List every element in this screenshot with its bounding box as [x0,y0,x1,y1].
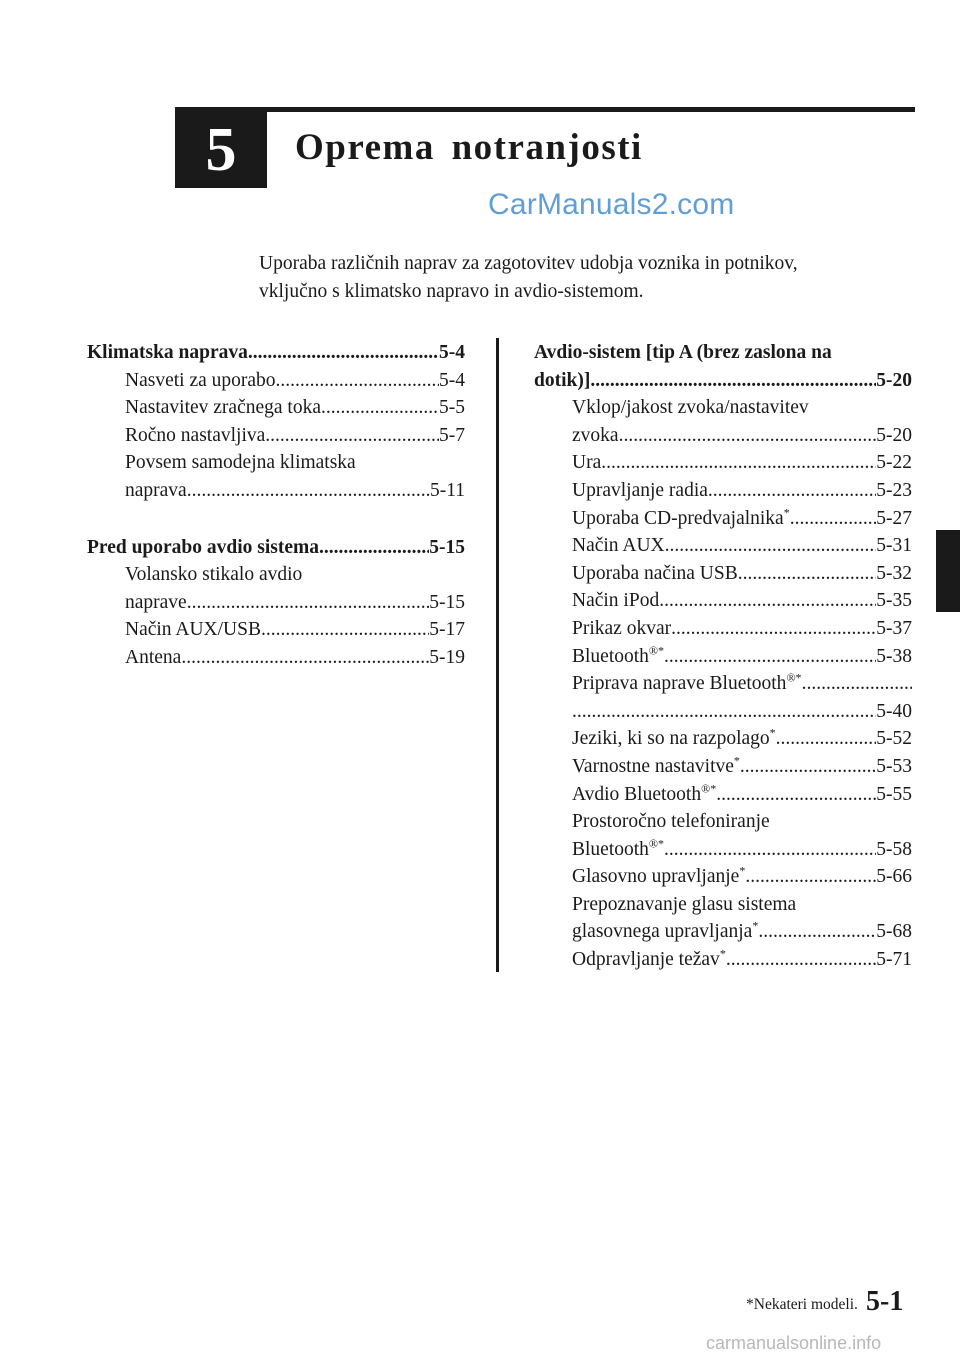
column-divider [496,338,499,972]
model-mark: ®* [648,836,665,851]
toc-entry[interactable]: Avdio Bluetooth®* ..... 5-55 [534,781,912,809]
page-number: 5-1 [866,1286,904,1317]
toc-entry[interactable]: naprave ..... 5-15 [87,589,465,617]
toc-entry[interactable]: ..... 5-40 [534,698,912,726]
toc-entry[interactable]: Antena ..... 5-19 [87,644,465,672]
toc-entry[interactable]: Glasovno upravljanje* ..... 5-66 [534,863,912,891]
toc-entry[interactable]: Upravljanje radia ..... 5-23 [534,477,912,505]
toc-entry[interactable]: Način AUX ..... 5-31 [534,532,912,560]
chapter-number-box [175,112,267,188]
toc-entry[interactable]: zvoka ..... 5-20 [534,422,912,450]
toc-entry[interactable]: Ura ..... 5-22 [534,449,912,477]
toc-entry[interactable]: Ročno nastavljiva ..... 5-7 [87,422,465,450]
toc-entry-line[interactable]: Vklop/jakost zvoka/nastavitev [572,397,809,419]
chapter-intro [259,250,909,306]
toc-entry-line[interactable]: Priprava naprave Bluetooth®* ..... [534,670,912,698]
toc-entry-line[interactable]: Prepoznavanje glasu sistema [572,893,797,915]
toc-left-column [87,339,465,672]
chapter-title: Oprema notranjosti [295,127,643,168]
toc-entry[interactable]: Bluetooth®* ..... 5-58 [534,836,912,864]
chapter-thumb-tab [936,530,960,612]
chapter-number: 5 [205,116,237,184]
model-mark: * [733,753,740,768]
toc-entry[interactable]: Prikaz okvar ..... 5-37 [534,615,912,643]
toc-section-audio-system[interactable]: dotik)] ..... 5-20 [534,367,912,395]
toc-entry[interactable]: Jeziki, ki so na razpolago* ..... 5-52 [534,725,912,753]
toc-entry-line[interactable]: Volansko stikalo avdio [125,564,303,586]
toc-section-audio-prep[interactable]: Pred uporabo avdio sistema ..... 5-15 [87,534,465,562]
watermark-top: CarManuals2.com [488,188,735,221]
toc-entry[interactable]: Uporaba načina USB ..... 5-32 [534,560,912,588]
toc-entry[interactable]: Nastavitev zračnega toka ..... 5-5 [87,394,465,422]
toc-entry[interactable]: Način AUX/USB ..... 5-17 [87,616,465,644]
model-mark: ®* [648,643,665,658]
toc-entry-line[interactable]: Prostoročno telefoniranje [572,811,770,833]
toc-entry[interactable]: Način iPod ..... 5-35 [534,587,912,615]
intro-line: Uporaba različnih naprav za zagotovitev udobja voznika in potnikov, [259,253,798,274]
toc-entry[interactable]: Uporaba CD-predvajalnika* ..... 5-27 [534,505,912,533]
watermark-bottom: carmanualsonline.info [706,1333,882,1353]
model-mark: ®* [701,781,717,795]
model-mark: ®* [786,670,802,685]
footnote: *Nekateri modeli. [746,1296,858,1313]
model-mark: * [739,863,746,878]
toc-right-column [534,339,912,974]
toc-entry[interactable]: Bluetooth®* ..... 5-38 [534,643,912,671]
toc-section-climate[interactable]: Klimatska naprava ..... 5-4 [87,339,465,367]
model-mark: * [719,946,726,961]
toc-entry[interactable]: glasovnega upravljanja* ..... 5-68 [534,918,912,946]
toc-entry-line[interactable]: Povsem samodejna klimatska [125,452,356,474]
chapter-header-rule [175,107,915,112]
model-mark: * [783,505,790,520]
toc-entry[interactable]: naprava ..... 5-11 [87,477,465,505]
model-mark: * [752,918,759,933]
toc-entry[interactable]: Nasveti za uporabo ..... 5-4 [87,367,465,395]
toc-entry[interactable]: Varnostne nastavitve* ..... 5-53 [534,753,912,781]
toc-entry[interactable]: Odpravljanje težav* ..... 5-71 [534,946,912,974]
intro-line: vključno s klimatsko napravo in avdio-sistemom. [259,281,644,302]
model-mark: * [769,725,776,740]
toc-section-line[interactable]: Avdio-sistem [tip A (brez zaslona na [534,342,832,363]
